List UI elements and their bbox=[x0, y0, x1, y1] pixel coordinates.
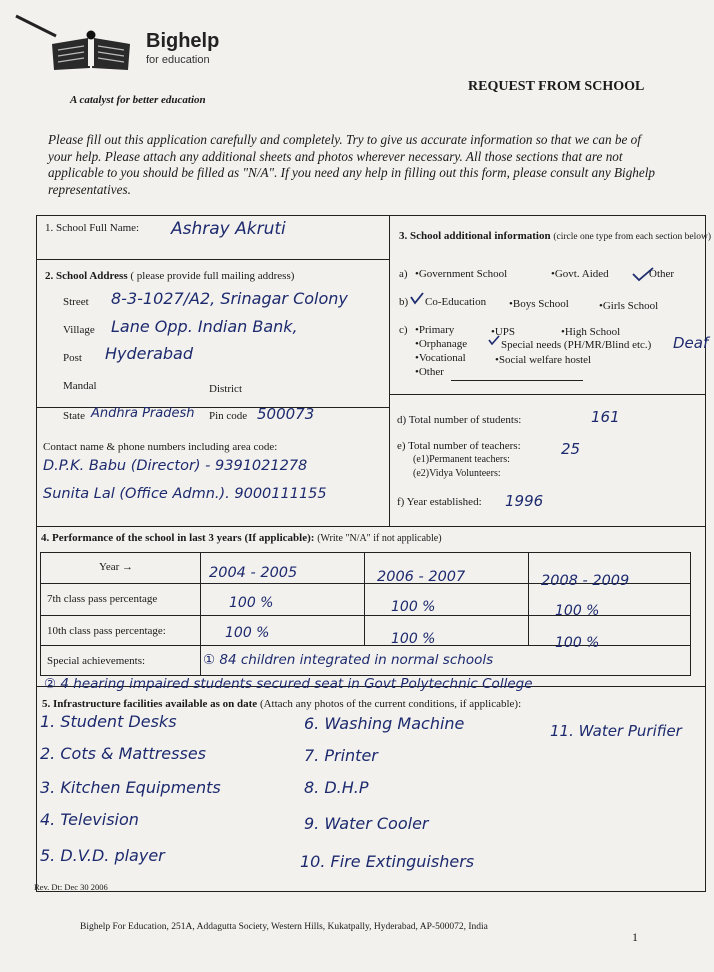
facility-item[interactable]: 2. Cots & Mattresses bbox=[40, 744, 206, 763]
facility-item[interactable]: 11. Water Purifier bbox=[550, 722, 682, 740]
option-c-label: c) bbox=[399, 324, 408, 336]
tagline: A catalyst for better education bbox=[70, 94, 206, 106]
option-special-needs-checked[interactable]: Special needs (PH/MR/Blind etc.) bbox=[501, 339, 652, 351]
post-label: Post bbox=[63, 352, 82, 364]
facility-item[interactable]: 4. Television bbox=[40, 810, 139, 829]
checkmark-icon bbox=[409, 291, 425, 305]
year-established-value[interactable]: 1996 bbox=[505, 492, 544, 510]
facility-item[interactable]: 9. Water Cooler bbox=[304, 814, 429, 833]
option-orphanage[interactable]: •Orphanage bbox=[415, 338, 468, 350]
performance-table bbox=[40, 552, 691, 676]
total-students-value[interactable]: 161 bbox=[591, 408, 620, 426]
brand-subtitle: for education bbox=[146, 54, 210, 66]
checkmark-icon bbox=[487, 334, 501, 346]
option-social-welfare[interactable]: •Social welfare hostel bbox=[495, 354, 592, 366]
street-label: Street bbox=[63, 296, 89, 308]
option-high-school[interactable]: •High School bbox=[561, 326, 621, 338]
facility-item[interactable]: 3. Kitchen Equipments bbox=[40, 778, 221, 797]
facility-item[interactable]: 8. D.H.P bbox=[304, 778, 369, 797]
document-title: REQUEST FROM SCHOOL bbox=[468, 79, 645, 94]
page-number: 1 bbox=[632, 930, 638, 944]
footer-address: Bighelp For Education, 251A, Addagutta Society, Western Hills, Kukatpally, Hyderabad, AP-500072, India bbox=[80, 922, 488, 932]
year-2-header: 2006 - 2007 bbox=[377, 569, 466, 585]
contact-label: Contact name & phone numbers including area code: bbox=[43, 441, 278, 453]
year-1-header: 2004 - 2005 bbox=[209, 565, 298, 581]
total-teachers-value[interactable]: 25 bbox=[561, 440, 581, 458]
row-10th-value-2[interactable]: 100 % bbox=[391, 631, 436, 647]
option-govt-aided[interactable]: •Govt. Aided bbox=[551, 268, 609, 280]
brand-name: Bighelp bbox=[146, 30, 220, 52]
facility-item[interactable]: 1. Student Desks bbox=[40, 712, 177, 731]
option-primary[interactable]: •Primary bbox=[415, 324, 455, 336]
option-other[interactable]: •Other bbox=[415, 366, 444, 378]
special-achievement-2[interactable]: ② 4 hearing impaired students secured seat in Govt Polytechnic College bbox=[44, 676, 533, 692]
permanent-teachers-label: (e1)Permanent teachers: bbox=[413, 454, 510, 465]
option-b-label: b) bbox=[399, 296, 409, 308]
school-name-label: 1. School Full Name: bbox=[45, 222, 140, 234]
infrastructure-label: 5. Infrastructure facilities available as on date (Attach any photos of the current conditions, if applicable): bbox=[42, 698, 522, 710]
facility-item[interactable]: 5. D.V.D. player bbox=[40, 846, 165, 865]
year-3-header: 2008 - 2009 bbox=[541, 573, 630, 589]
village-label: Village bbox=[63, 324, 95, 336]
checkmark-icon bbox=[631, 266, 655, 282]
option-vocational[interactable]: •Vocational bbox=[415, 352, 466, 364]
option-co-education-checked[interactable]: Co-Education bbox=[425, 296, 487, 308]
school-address-label: 2. School Address ( please provide full mailing address) bbox=[45, 270, 295, 282]
additional-info-label: 3. School additional information (circle one type from each section below) bbox=[399, 230, 712, 242]
performance-label: 4. Performance of the school in last 3 years (If applicable): (Write "N/A" if not applicable) bbox=[41, 532, 442, 544]
row-7th-value-2[interactable]: 100 % bbox=[391, 599, 436, 615]
special-achievements-label: Special achievements: bbox=[47, 655, 146, 667]
option-other-checked[interactable]: Other bbox=[649, 268, 675, 280]
vidya-volunteers-label: (e2)Vidya Volunteers: bbox=[413, 468, 501, 479]
special-needs-value[interactable]: Deaf bbox=[673, 334, 709, 352]
row-7th-value-1[interactable]: 100 % bbox=[229, 595, 274, 611]
row-7th-label: 7th class pass percentage bbox=[47, 593, 158, 605]
option-government[interactable]: •Government School bbox=[415, 268, 508, 280]
pincode-value[interactable]: 500073 bbox=[257, 405, 315, 423]
school-name-value[interactable]: Ashray Akruti bbox=[171, 219, 286, 239]
year-header: Year → bbox=[99, 561, 134, 573]
option-boys-school[interactable]: •Boys School bbox=[509, 298, 569, 310]
year-established-label: f) Year established: bbox=[397, 496, 482, 508]
option-a-label: a) bbox=[399, 268, 408, 280]
total-students-label: d) Total number of students: bbox=[397, 414, 522, 426]
district-label: District bbox=[209, 383, 242, 395]
revision-date: Rev. Dt: Dec 30 2006 bbox=[34, 882, 108, 892]
pen-icon bbox=[14, 14, 58, 40]
row-10th-label: 10th class pass percentage: bbox=[47, 625, 166, 637]
contact-1-value[interactable]: D.P.K. Babu (Director) - 9391021278 bbox=[43, 458, 308, 474]
instructions-paragraph: Please fill out this application carefully and completely. Try to give us accurate information so that we can be of your help. Please attach any additional sheets and photos wherever necessary. All those sections that are not applicable to you should be filled as "N/A". If you need any help in filling out this form, please consult any Bighelp representatives. bbox=[48, 132, 655, 197]
state-value[interactable]: Andhra Pradesh bbox=[91, 406, 195, 421]
village-value[interactable]: Lane Opp. Indian Bank, bbox=[111, 317, 298, 336]
contact-2-value[interactable]: Sunita Lal (Office Admn.). 9000111155 bbox=[43, 486, 327, 502]
option-ups[interactable]: •UPS bbox=[491, 326, 516, 338]
special-achievement-1[interactable]: ① 84 children integrated in normal schools bbox=[203, 652, 494, 668]
total-teachers-label: e) Total number of teachers: bbox=[397, 440, 521, 452]
row-10th-value-1[interactable]: 100 % bbox=[225, 625, 270, 641]
row-10th-value-3[interactable]: 100 % bbox=[555, 635, 600, 651]
pincode-label: Pin code bbox=[209, 410, 248, 422]
post-value[interactable]: Hyderabad bbox=[105, 344, 193, 363]
facility-item[interactable]: 7. Printer bbox=[304, 746, 378, 765]
street-value[interactable]: 8-3-1027/A2, Srinagar Colony bbox=[111, 289, 348, 308]
row-7th-value-3[interactable]: 100 % bbox=[555, 603, 600, 619]
facility-item[interactable]: 10. Fire Extinguishers bbox=[300, 852, 475, 871]
logo-book-icon bbox=[52, 30, 132, 70]
state-label: State bbox=[63, 410, 85, 422]
facility-item[interactable]: 6. Washing Machine bbox=[304, 714, 465, 733]
mandal-label: Mandal bbox=[63, 380, 97, 392]
option-girls-school[interactable]: •Girls School bbox=[599, 300, 659, 312]
